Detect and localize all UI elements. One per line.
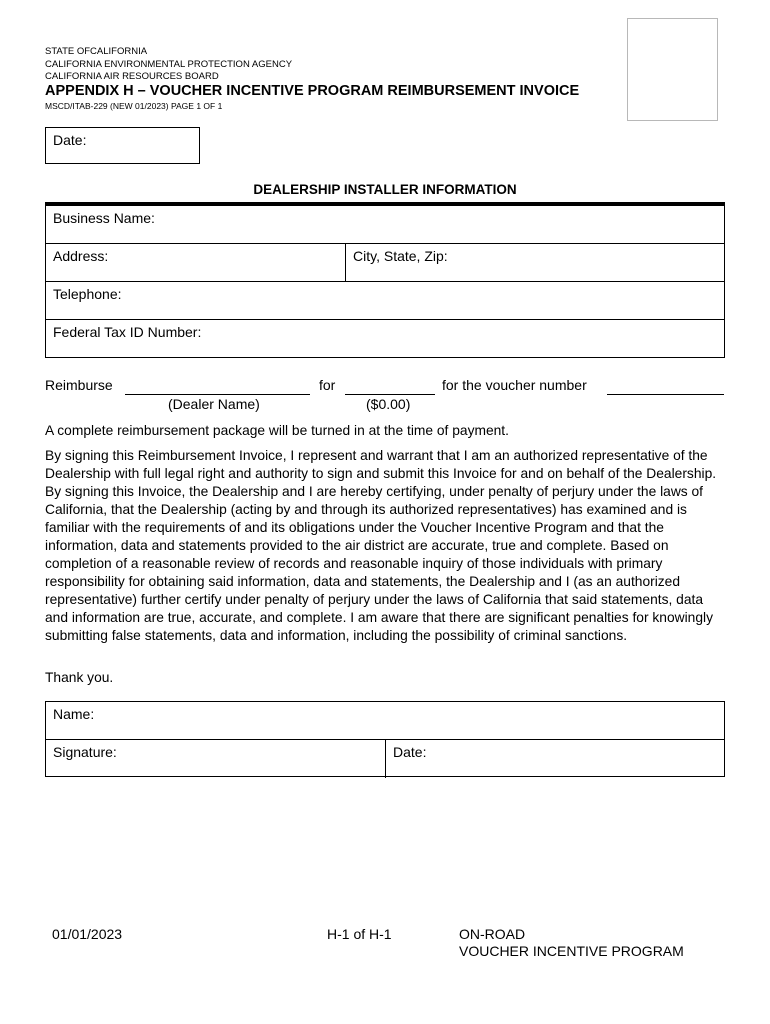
signature-row: [46, 740, 724, 778]
address-row: [46, 244, 724, 282]
address-field[interactable]: [46, 244, 345, 281]
telephone-label: Telephone:: [53, 286, 122, 302]
date-box[interactable]: [45, 127, 200, 164]
city-state-zip-field[interactable]: [345, 244, 724, 281]
agency-line-state: STATE OFCALIFORNIA: [45, 46, 148, 57]
section-title-dealership: DEALERSHIP INSTALLER INFORMATION: [253, 182, 517, 197]
name-label: Name:: [53, 706, 95, 722]
business-name-field[interactable]: [46, 206, 724, 243]
agency-line-carb: CALIFORNIA AIR RESOURCES BOARD: [45, 71, 219, 82]
footer-date: 01/01/2023: [52, 926, 123, 942]
reimburse-line: [45, 377, 735, 417]
certification-paragraph: By signing this Reimbursement Invoice, I represent and warrant that I am an authorized representative of the Dealership with full legal right and authority to sign and submit this Invoice for and on behalf of the Dealership. By signing this Invoice, the Dealership and I are hereby certifying, under penalty of perjury under the laws of California, that the Dealership (acting by and through its authorized representatives) has examined and is familiar with the requirements of and its obligations under the Voucher Incentive Program and that the information, data and statements provided to the air district are accurate, true and complete. Based on completion of a reasonable review of records and reasonable inquiry of those individuals with primary responsibility for obtaining said information, data and statements, the Dealership and I (as an authorized representative) further certify under penalty of perjury under the laws of California that said statements, data and information are true, accurate, and complete. I am aware that there are significant penalties for knowingly submitting false statements, data and information, including the possibility of criminal sanctions.: [45, 448, 717, 643]
footer-page-number: H-1 of H-1: [327, 926, 392, 942]
reimburse-word: Reimburse: [45, 377, 113, 393]
tax-id-row: [46, 320, 724, 358]
amount-caption: ($0.00): [366, 396, 411, 412]
signature-table: [45, 701, 725, 777]
amount-blank[interactable]: [345, 394, 435, 395]
voucher-number-blank[interactable]: [607, 394, 724, 395]
package-note: A complete reimbursement package will be turned in at the time of payment.: [45, 423, 509, 438]
for-word: for: [319, 377, 336, 393]
business-name-row: [46, 206, 724, 244]
telephone-field[interactable]: [46, 282, 724, 319]
business-name-label: Business Name:: [53, 210, 155, 226]
signature-date-field[interactable]: [385, 740, 724, 778]
tax-id-field[interactable]: [46, 320, 724, 358]
signature-label: Signature:: [53, 744, 117, 760]
for-voucher-text: for the voucher number: [442, 377, 587, 393]
dealership-info-table: [45, 205, 725, 358]
name-field[interactable]: [46, 702, 724, 739]
name-row: [46, 702, 724, 740]
signature-date-label: Date:: [393, 744, 427, 760]
footer-program-line1: ON-ROAD: [459, 926, 526, 942]
dealer-name-blank[interactable]: [125, 394, 310, 395]
stamp-box: [627, 18, 718, 121]
telephone-row: [46, 282, 724, 320]
thank-you-text: Thank you.: [45, 670, 114, 685]
tax-id-label: Federal Tax ID Number:: [53, 324, 202, 340]
signature-field[interactable]: [46, 740, 385, 778]
form-number: MSCD/ITAB-229 (NEW 01/2023) PAGE 1 OF 1: [45, 101, 223, 111]
footer-program: [459, 926, 684, 960]
city-state-zip-label: City, State, Zip:: [353, 248, 448, 264]
date-label: Date:: [53, 132, 87, 148]
footer-program-line2: VOUCHER INCENTIVE PROGRAM: [459, 943, 684, 959]
agency-header: [45, 46, 292, 84]
page-title: APPENDIX H – VOUCHER INCENTIVE PROGRAM REIMBURSEMENT INVOICE: [45, 83, 580, 99]
address-label: Address:: [53, 248, 109, 264]
agency-line-calepa: CALIFORNIA ENVIRONMENTAL PROTECTION AGENCY: [45, 58, 293, 70]
dealer-name-caption: (Dealer Name): [168, 396, 260, 412]
